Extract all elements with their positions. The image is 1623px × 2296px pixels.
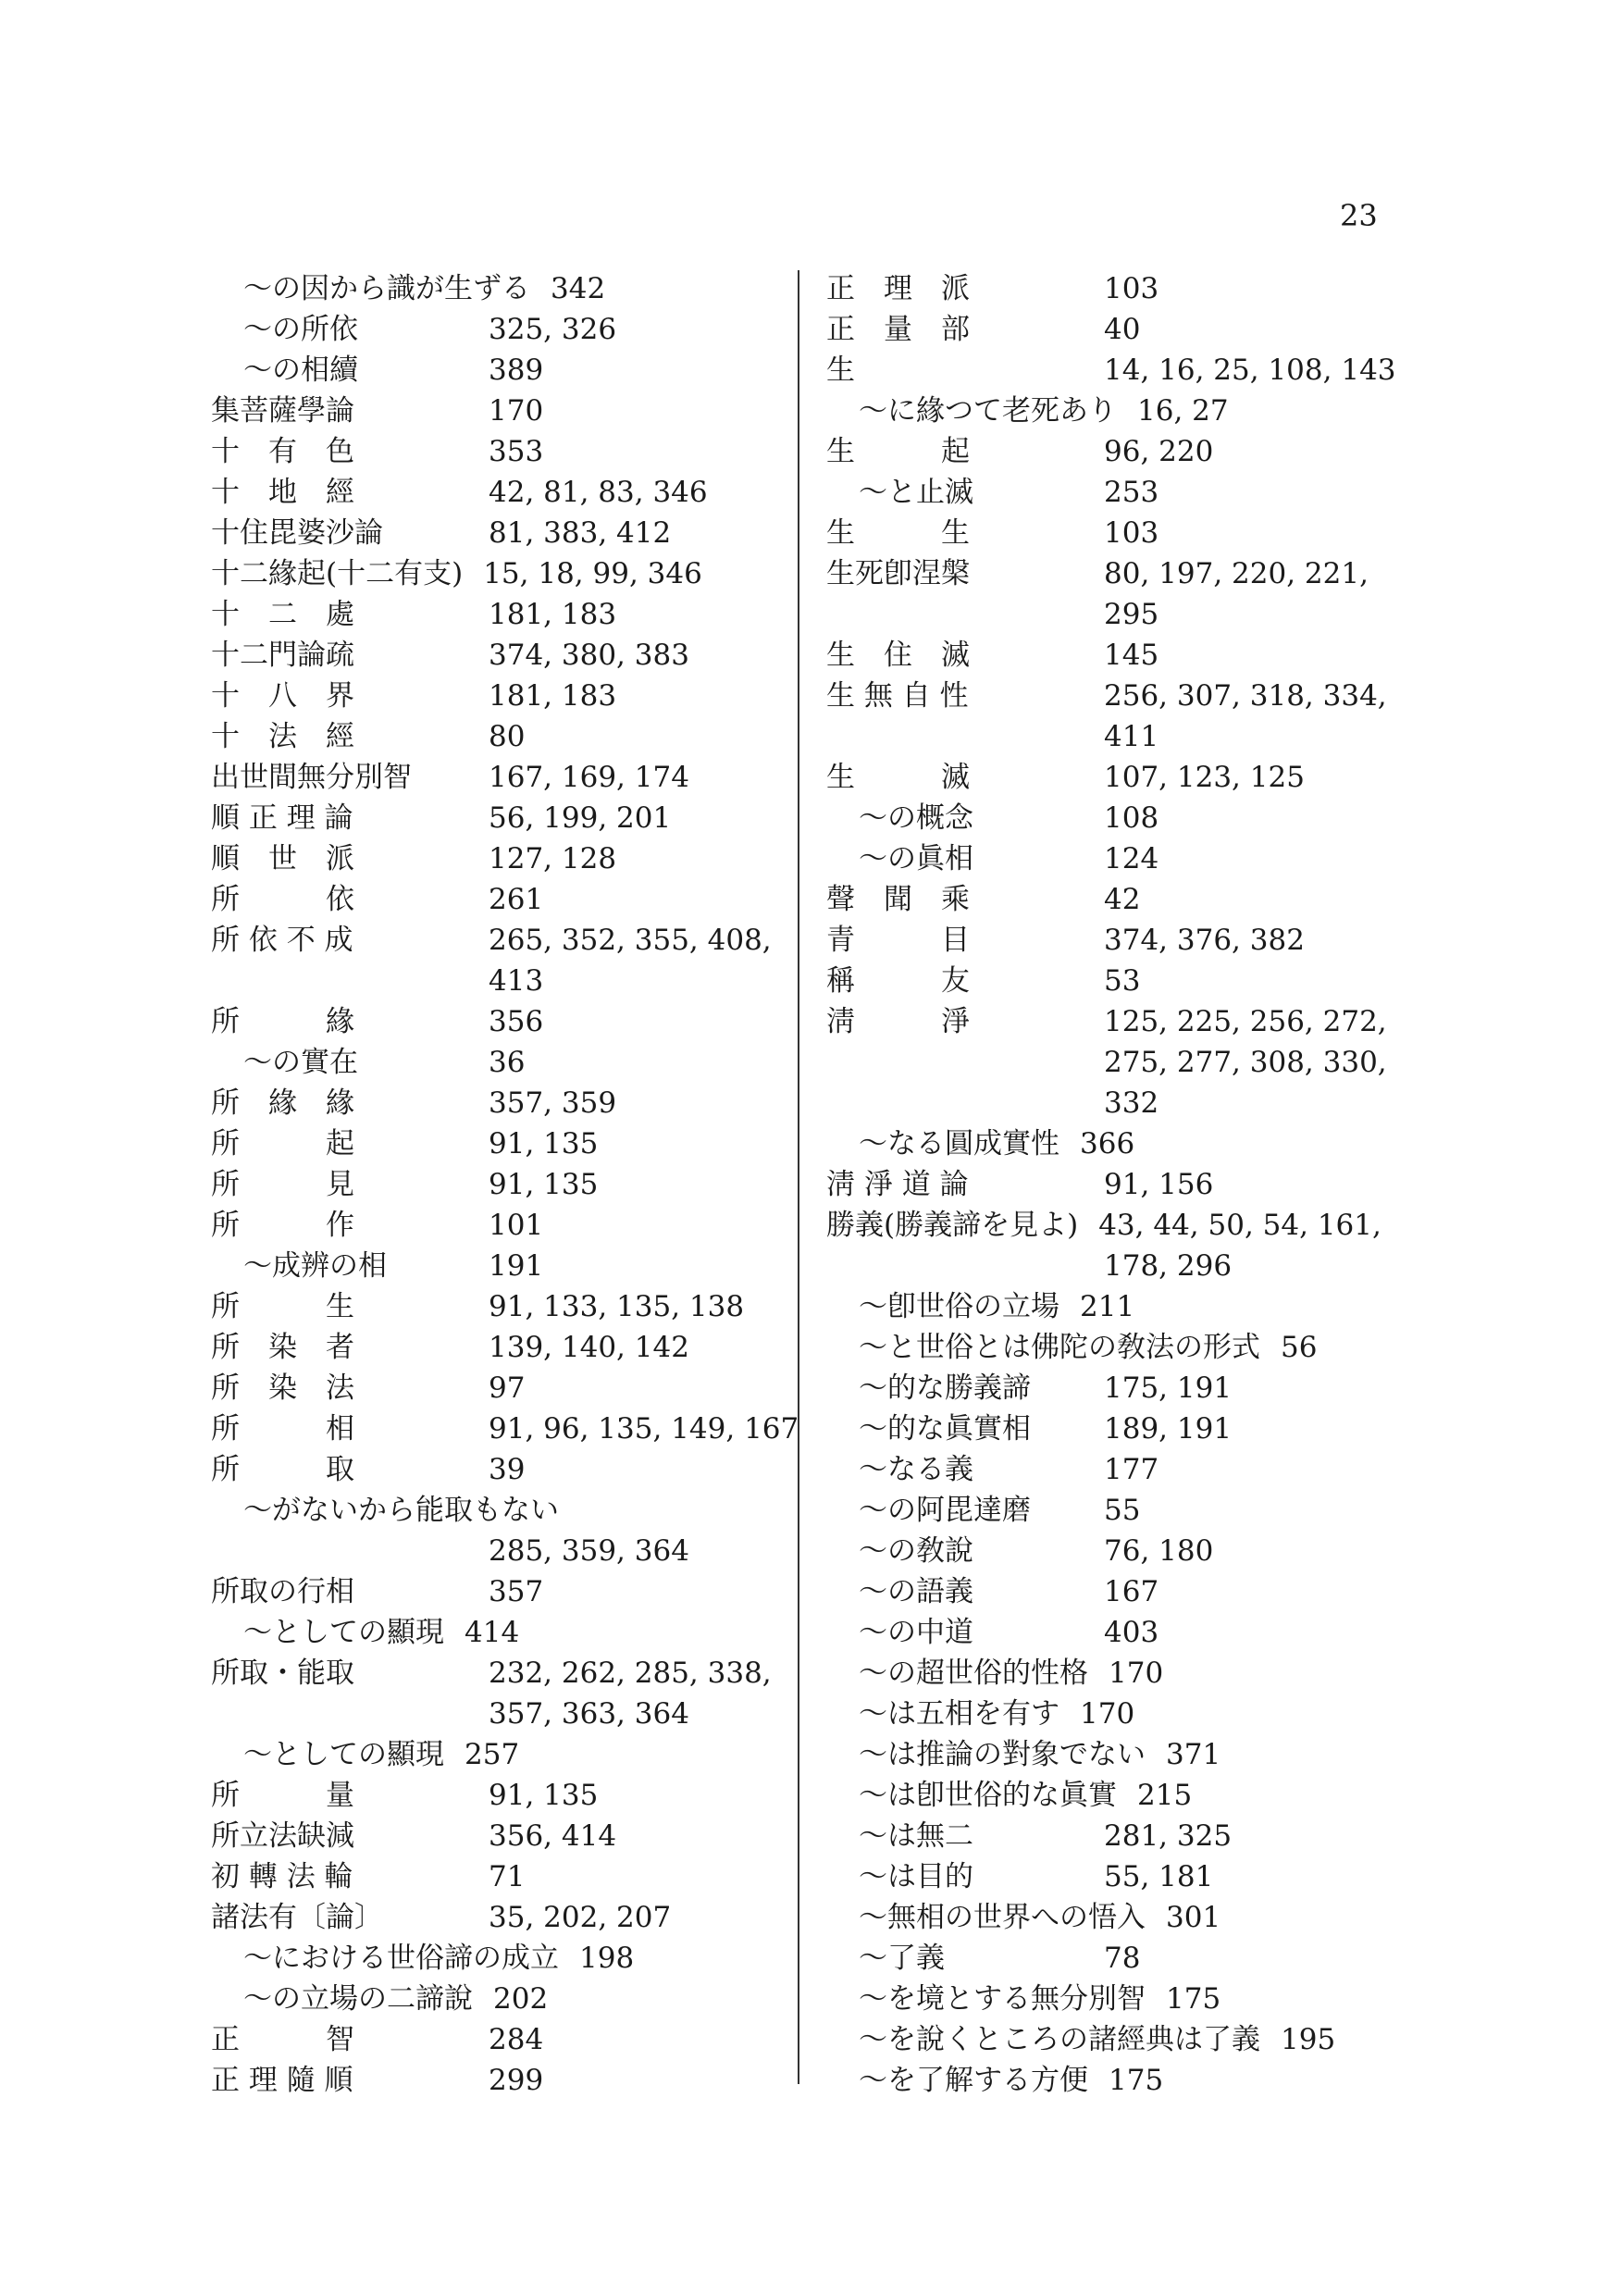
- index-entry: [211, 472, 803, 513]
- index-pages: 167, 169, 174: [489, 761, 689, 794]
- index-entry: [826, 513, 1419, 553]
- index-entry: [211, 798, 803, 838]
- index-entry: [211, 1001, 803, 1042]
- index-pages: 299: [489, 2064, 544, 2097]
- index-term: 生 無 自 性: [826, 679, 969, 713]
- index-term: 勝義(勝義諦を見よ): [826, 1209, 1079, 1242]
- index-pages: 175: [1109, 2064, 1164, 2097]
- left-column: [211, 268, 803, 2101]
- index-pages: 175: [1166, 1982, 1221, 2016]
- index-entry: [211, 2019, 803, 2060]
- index-term: ～的な眞實相: [859, 1412, 1031, 1446]
- index-pages: 16, 27: [1137, 394, 1229, 428]
- index-term: 正 理 隨 順: [211, 2064, 353, 2097]
- index-pages: 357: [489, 1575, 544, 1608]
- index-term: ～の語義: [859, 1575, 973, 1608]
- index-entry: [211, 1327, 803, 1368]
- index-entry: [826, 1694, 1419, 1734]
- index-entry: [826, 676, 1419, 716]
- index-pages: 35, 202, 207: [489, 1901, 672, 1934]
- index-term: ～の中道: [859, 1616, 973, 1649]
- index-pages: 170: [1080, 1697, 1135, 1731]
- index-entry: [211, 1164, 803, 1205]
- index-pages: 325, 326: [489, 313, 617, 346]
- index-pages: 108: [1104, 801, 1159, 835]
- index-term: 淸 淨: [826, 1005, 970, 1038]
- index-entry: [211, 1694, 803, 1734]
- index-term: ～と止滅: [859, 476, 973, 509]
- index-pages: 91, 135: [489, 1127, 599, 1160]
- index-term: 十 二 處: [211, 598, 354, 631]
- index-pages: 39: [489, 1453, 526, 1486]
- index-term: ～としての顯現: [243, 1616, 444, 1649]
- index-pages: 107, 123, 125: [1104, 761, 1305, 794]
- index-entry: [211, 961, 803, 1001]
- index-pages: 353: [489, 435, 544, 468]
- index-term: ～の因から識が生ずる: [243, 272, 530, 305]
- index-pages: 14, 16, 25, 108, 143: [1104, 354, 1396, 387]
- index-pages: 215: [1137, 1779, 1193, 1812]
- index-pages: 71: [489, 1860, 526, 1893]
- index-term: 十 地 經: [211, 476, 354, 509]
- index-term: 所 生: [211, 1290, 354, 1323]
- index-entry: [826, 1490, 1419, 1531]
- index-pages: 15, 18, 99, 346: [483, 557, 702, 590]
- index-term: 生 起: [826, 435, 970, 468]
- index-pages: 80: [489, 720, 526, 753]
- index-pages: 342: [551, 272, 606, 305]
- index-entry: [211, 635, 803, 676]
- index-pages: 366: [1080, 1127, 1135, 1160]
- index-pages: 56, 199, 201: [489, 801, 672, 835]
- index-pages: 195: [1281, 2023, 1336, 2056]
- index-entry: [211, 1612, 803, 1653]
- index-pages: 170: [1109, 1657, 1164, 1690]
- index-pages: 96, 220: [1104, 435, 1214, 468]
- index-pages: 125, 225, 256, 272,: [1104, 1005, 1387, 1038]
- index-entry: [826, 1327, 1419, 1368]
- index-entry: [211, 1856, 803, 1897]
- index-term: 所 相: [211, 1412, 354, 1446]
- index-entry: [211, 920, 803, 961]
- index-entry: [826, 472, 1419, 513]
- index-entry: [211, 1123, 803, 1164]
- page-number: 23: [1340, 198, 1378, 233]
- index-term: ～の阿毘達磨: [859, 1494, 1031, 1527]
- index-entry: [211, 1897, 803, 1938]
- index-pages: 301: [1166, 1901, 1221, 1934]
- index-pages: 78: [1104, 1942, 1141, 1975]
- index-pages: 257: [465, 1738, 520, 1771]
- index-entry: [211, 1449, 803, 1490]
- index-pages: 284: [489, 2023, 544, 2056]
- index-term: 所取の行相: [211, 1575, 354, 1608]
- index-term: ～は無二: [859, 1819, 973, 1853]
- index-term: ～の概念: [859, 801, 973, 835]
- index-term: ～の相續: [243, 354, 358, 387]
- index-entry: [211, 1653, 803, 1694]
- index-entry: [211, 716, 803, 757]
- index-pages: 261: [489, 883, 544, 916]
- index-term: 十 八 界: [211, 679, 354, 713]
- index-entry: [826, 553, 1419, 594]
- index-entry: [826, 1571, 1419, 1612]
- index-entry: [211, 838, 803, 879]
- index-term: 所 見: [211, 1168, 354, 1201]
- index-entry: [211, 1409, 803, 1449]
- index-pages: 53: [1104, 964, 1141, 998]
- index-term: 淸 淨 道 論: [826, 1168, 969, 1201]
- index-term: ～了義: [859, 1942, 945, 1975]
- index-pages: 211: [1080, 1290, 1135, 1323]
- index-entry: [211, 513, 803, 553]
- index-pages: 97: [489, 1371, 526, 1405]
- index-term: ～における世俗諦の成立: [243, 1942, 559, 1975]
- index-entry: [826, 1205, 1419, 1246]
- index-pages: 357, 359: [489, 1086, 617, 1120]
- index-term: ～は五相を有す: [859, 1697, 1059, 1731]
- index-entry: [211, 309, 803, 350]
- index-entry: [211, 1816, 803, 1856]
- index-pages: 414: [465, 1616, 520, 1649]
- index-pages: 91, 96, 135, 149, 167: [489, 1412, 799, 1446]
- index-term: 青 目: [826, 924, 970, 957]
- index-pages: 56: [1281, 1331, 1318, 1364]
- index-entry: [211, 1205, 803, 1246]
- index-entry: [826, 1083, 1419, 1123]
- index-entry: [826, 1286, 1419, 1327]
- index-entry: [211, 391, 803, 431]
- index-entry: [826, 2060, 1419, 2101]
- index-term: 所 染 法: [211, 1371, 354, 1405]
- index-entry: [211, 1083, 803, 1123]
- index-term: 正 理 派: [826, 272, 970, 305]
- index-term: 所 起: [211, 1127, 354, 1160]
- index-term: 所 染 者: [211, 1331, 354, 1364]
- index-term: 稱 友: [826, 964, 970, 998]
- index-term: 十 法 經: [211, 720, 354, 753]
- index-term: ～の實在: [243, 1046, 358, 1079]
- index-term: 正 智: [211, 2023, 354, 2056]
- index-term: 十二緣起(十二有支): [211, 557, 464, 590]
- index-term: ～に緣つて老死あり: [859, 394, 1117, 428]
- index-entry: [211, 757, 803, 798]
- index-term: ～は推論の對象でない: [859, 1738, 1146, 1771]
- index-pages: 356, 414: [489, 1819, 617, 1853]
- index-term: ～なる圓成實性: [859, 1127, 1059, 1160]
- index-entry: [826, 1001, 1419, 1042]
- index-entry: [826, 879, 1419, 920]
- index-term: 所 依 不 成: [211, 924, 353, 957]
- index-pages: 43, 44, 50, 54, 161,: [1098, 1209, 1381, 1242]
- index-entry: [826, 268, 1419, 309]
- index-term: ～を了解する方便: [859, 2064, 1088, 2097]
- index-term: 生死卽涅槃: [826, 557, 970, 590]
- index-term: ～卽世俗の立場: [859, 1290, 1059, 1323]
- index-entry: [826, 350, 1419, 391]
- index-term: 生 住 滅: [826, 639, 970, 672]
- index-entry: [211, 1246, 803, 1286]
- index-entry: [826, 309, 1419, 350]
- index-term: 十 有 色: [211, 435, 354, 468]
- index-entry: [211, 431, 803, 472]
- index-term: ～を說くところの諸經典は了義: [859, 2023, 1260, 2056]
- index-entry: [826, 961, 1419, 1001]
- index-term: ～は卽世俗的な眞實: [859, 1779, 1117, 1812]
- index-pages: 55, 181: [1104, 1860, 1214, 1893]
- index-entry: [826, 1449, 1419, 1490]
- index-entry: [211, 594, 803, 635]
- index-pages: 411: [1104, 720, 1159, 753]
- index-entry: [826, 431, 1419, 472]
- index-term: ～成辨の相: [243, 1249, 387, 1283]
- index-entry: [826, 1775, 1419, 1816]
- index-entry: [211, 1286, 803, 1327]
- index-entry: [211, 676, 803, 716]
- index-entry: [826, 1856, 1419, 1897]
- index-pages: 275, 277, 308, 330,: [1104, 1046, 1387, 1079]
- index-entry: [826, 2019, 1419, 2060]
- index-entry: [826, 1816, 1419, 1856]
- index-entry: [826, 1612, 1419, 1653]
- index-entry: [826, 920, 1419, 961]
- index-pages: 139, 140, 142: [489, 1331, 689, 1364]
- index-pages: 413: [489, 964, 544, 998]
- index-pages: 127, 128: [489, 842, 617, 875]
- index-pages: 256, 307, 318, 334,: [1104, 679, 1387, 713]
- index-entry: [211, 1571, 803, 1612]
- index-pages: 371: [1166, 1738, 1221, 1771]
- index-term: 所 緣: [211, 1005, 354, 1038]
- index-term: 生 滅: [826, 761, 970, 794]
- index-term: 所 作: [211, 1209, 354, 1242]
- index-term: ～の超世俗的性格: [859, 1657, 1088, 1690]
- index-term: 十二門論疏: [211, 639, 354, 672]
- index-pages: 91, 133, 135, 138: [489, 1290, 745, 1323]
- index-term: ～と世俗とは佛陀の敎法の形式: [859, 1331, 1260, 1364]
- index-term: ～の眞相: [859, 842, 973, 875]
- index-pages: 81, 383, 412: [489, 516, 672, 550]
- index-term: 生 生: [826, 516, 970, 550]
- index-term: 生: [826, 354, 855, 387]
- index-entry: [826, 391, 1419, 431]
- index-pages: 191: [489, 1249, 544, 1283]
- index-term: 聲 聞 乘: [826, 883, 970, 916]
- index-pages: 76, 180: [1104, 1534, 1214, 1568]
- index-pages: 40: [1104, 313, 1141, 346]
- index-term: 正 量 部: [826, 313, 970, 346]
- index-entry: [826, 1653, 1419, 1694]
- index-term: ～がないから能取もない: [243, 1494, 559, 1527]
- index-entry: [211, 1531, 803, 1571]
- index-term: ～を境とする無分別智: [859, 1982, 1146, 2016]
- index-entry: [826, 635, 1419, 676]
- index-pages: 295: [1104, 598, 1159, 631]
- index-pages: 403: [1104, 1616, 1159, 1649]
- index-entry: [211, 879, 803, 920]
- index-pages: 91, 156: [1104, 1168, 1214, 1201]
- index-term: 所 量: [211, 1779, 354, 1812]
- index-entry: [211, 350, 803, 391]
- index-entry: [826, 838, 1419, 879]
- index-pages: 232, 262, 285, 338,: [489, 1657, 772, 1690]
- index-entry: [826, 594, 1419, 635]
- index-term: 所 緣 緣: [211, 1086, 354, 1120]
- index-pages: 374, 376, 382: [1104, 924, 1305, 957]
- index-term: 初 轉 法 輪: [211, 1860, 353, 1893]
- index-pages: 55: [1104, 1494, 1141, 1527]
- index-entry: [826, 1938, 1419, 1979]
- index-pages: 281, 325: [1104, 1819, 1233, 1853]
- index-term: 出世間無分別智: [211, 761, 412, 794]
- index-term: ～無相の世界への悟入: [859, 1901, 1146, 1934]
- index-entry: [826, 757, 1419, 798]
- index-pages: 36: [489, 1046, 526, 1079]
- index-pages: 265, 352, 355, 408,: [489, 924, 772, 957]
- index-term: ～なる義: [859, 1453, 973, 1486]
- index-term: ～の立場の二諦說: [243, 1982, 473, 2016]
- index-pages: 167: [1104, 1575, 1159, 1608]
- index-term: ～としての顯現: [243, 1738, 444, 1771]
- index-pages: 389: [489, 354, 544, 387]
- index-entry: [826, 1979, 1419, 2019]
- index-entry: [211, 553, 803, 594]
- index-pages: 124: [1104, 842, 1159, 875]
- index-term: 所 依: [211, 883, 354, 916]
- index-pages: 202: [493, 1982, 549, 2016]
- index-term: 順 世 派: [211, 842, 354, 875]
- index-term: 諸法有〔論〕: [211, 1901, 383, 1934]
- index-pages: 374, 380, 383: [489, 639, 689, 672]
- index-entry: [826, 1409, 1419, 1449]
- index-pages: 357, 363, 364: [489, 1697, 689, 1731]
- index-pages: 175, 191: [1104, 1371, 1233, 1405]
- index-entry: [211, 268, 803, 309]
- index-entry: [826, 1531, 1419, 1571]
- index-pages: 181, 183: [489, 679, 617, 713]
- index-entry: [826, 1897, 1419, 1938]
- index-pages: 91, 135: [489, 1779, 599, 1812]
- index-pages: 170: [489, 394, 544, 428]
- index-pages: 80, 197, 220, 221,: [1104, 557, 1369, 590]
- index-entry: [826, 1734, 1419, 1775]
- index-entry: [211, 1775, 803, 1816]
- index-pages: 101: [489, 1209, 544, 1242]
- index-pages: 103: [1104, 272, 1159, 305]
- index-pages: 42, 81, 83, 346: [489, 476, 708, 509]
- index-term: ～の敎說: [859, 1534, 973, 1568]
- index-term: ～の所依: [243, 313, 358, 346]
- right-column: [826, 268, 1419, 2101]
- index-pages: 189, 191: [1104, 1412, 1233, 1446]
- index-entry: [211, 1490, 803, 1531]
- index-term: 集菩薩學論: [211, 394, 354, 428]
- index-entry: [211, 1979, 803, 2019]
- index-pages: 253: [1104, 476, 1159, 509]
- index-term: 所立法缺減: [211, 1819, 354, 1853]
- index-entry: [826, 1368, 1419, 1409]
- index-term: ～的な勝義諦: [859, 1371, 1031, 1405]
- index-entry: [826, 1246, 1419, 1286]
- index-pages: 285, 359, 364: [489, 1534, 689, 1568]
- index-pages: 177: [1104, 1453, 1159, 1486]
- index-pages: 103: [1104, 516, 1159, 550]
- index-entry: [826, 716, 1419, 757]
- index-entry: [826, 1164, 1419, 1205]
- index-entry: [211, 1734, 803, 1775]
- index-term: 所取・能取: [211, 1657, 354, 1690]
- index-pages: 181, 183: [489, 598, 617, 631]
- index-pages: 91, 135: [489, 1168, 599, 1201]
- index-term: 順 正 理 論: [211, 801, 353, 835]
- index-entry: [211, 2060, 803, 2101]
- index-pages: 178, 296: [1104, 1249, 1233, 1283]
- index-pages: 332: [1104, 1086, 1159, 1120]
- index-entry: [826, 798, 1419, 838]
- index-entry: [211, 1042, 803, 1083]
- index-pages: 198: [579, 1942, 635, 1975]
- index-entry: [826, 1123, 1419, 1164]
- index-term: 十住毘婆沙論: [211, 516, 383, 550]
- index-entry: [211, 1368, 803, 1409]
- index-pages: 356: [489, 1005, 544, 1038]
- index-term: 所 取: [211, 1453, 354, 1486]
- index-pages: 42: [1104, 883, 1141, 916]
- index-entry: [211, 1938, 803, 1979]
- index-entry: [826, 1042, 1419, 1083]
- index-term: ～は目的: [859, 1860, 973, 1893]
- index-pages: 145: [1104, 639, 1159, 672]
